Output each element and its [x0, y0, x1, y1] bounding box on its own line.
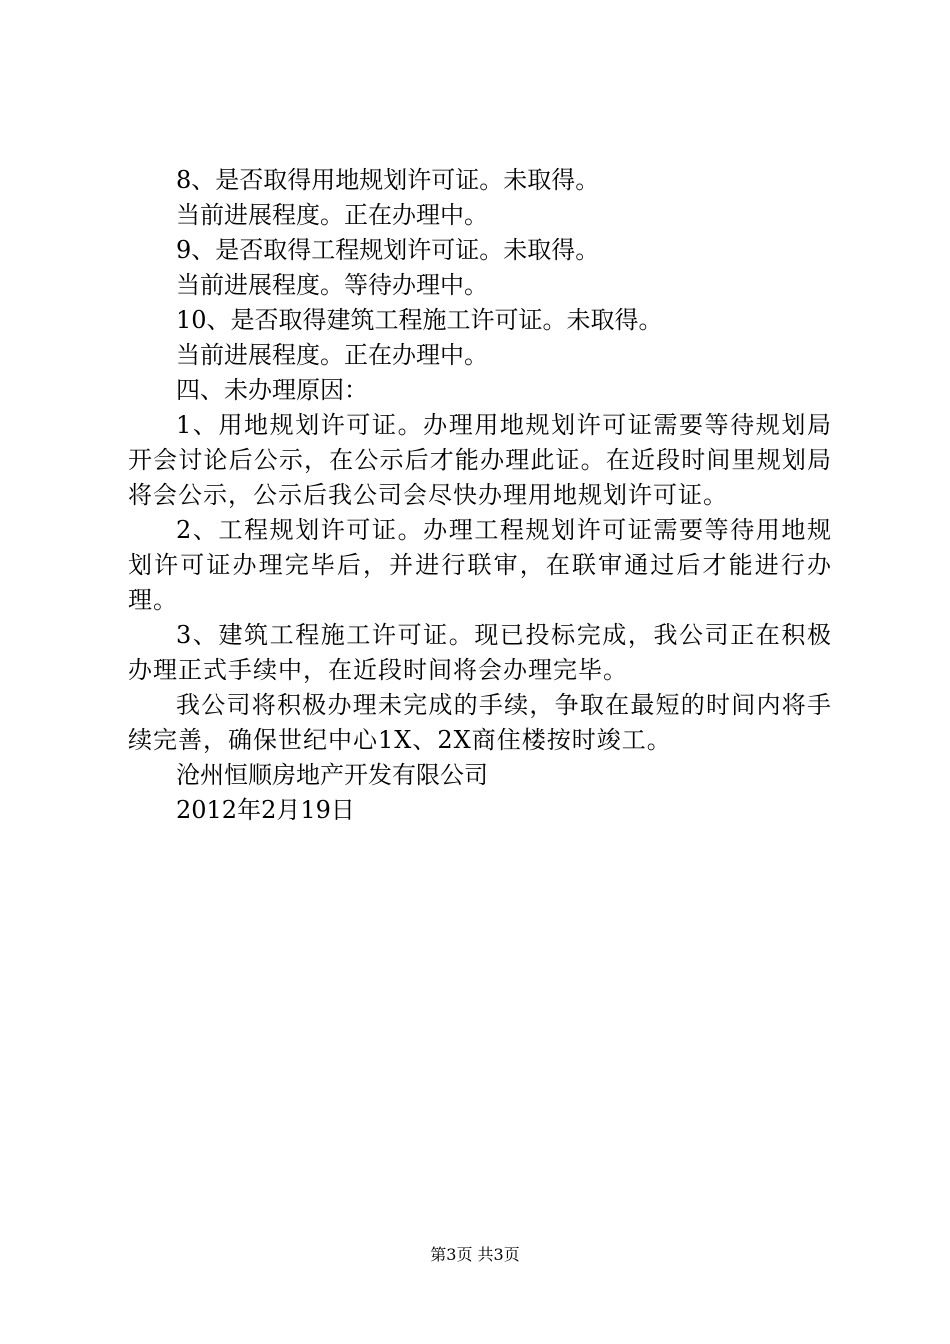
item-9-progress: 当前进展程度。等待办理中。	[176, 271, 488, 299]
item-10-progress: 当前进展程度。正在办理中。	[176, 341, 488, 369]
item-9-engineering-permit: 9、是否取得工程规划许可证。未取得。	[176, 236, 600, 264]
page-number-total: 共3页	[477, 1245, 520, 1264]
document-body	[128, 163, 832, 828]
page-footer	[0, 1244, 950, 1266]
item-10-construction-permit: 10、是否取得建筑工程施工许可证。未取得。	[176, 306, 663, 334]
section-heading-reasons: 四、未办理原因：	[176, 376, 368, 404]
closing-paragraph: 我公司将积极办理未完成的手续，争取在最短的时间内将手续完善，确保世纪中心1X、2X商住楼按时竣工。	[128, 691, 832, 754]
reason-paragraph-2: 2、工程规划许可证。办理工程规划许可证需要等待用地规划许可证办理完毕后，并进行联审，在联审通过后才能进行办理。	[128, 516, 832, 614]
item-8-progress: 当前进展程度。正在办理中。	[176, 201, 488, 229]
page-number-current: 第3页	[430, 1245, 473, 1264]
document-date: 2012年2月19日	[176, 796, 355, 824]
company-name: 沧州恒顺房地产开发有限公司	[176, 761, 488, 789]
item-8-land-use-permit: 8、是否取得用地规划许可证。未取得。	[176, 166, 600, 194]
reason-paragraph-1: 1、用地规划许可证。办理用地规划许可证需要等待规划局开会讨论后公示，在公示后才能办理此证。在近段时间里规划局将会公示，公示后我公司会尽快办理用地规划许可证。	[128, 411, 832, 509]
reason-paragraph-3: 3、建筑工程施工许可证。现已投标完成，我公司正在积极办理正式手续中，在近段时间将会办理完毕。	[128, 621, 832, 684]
